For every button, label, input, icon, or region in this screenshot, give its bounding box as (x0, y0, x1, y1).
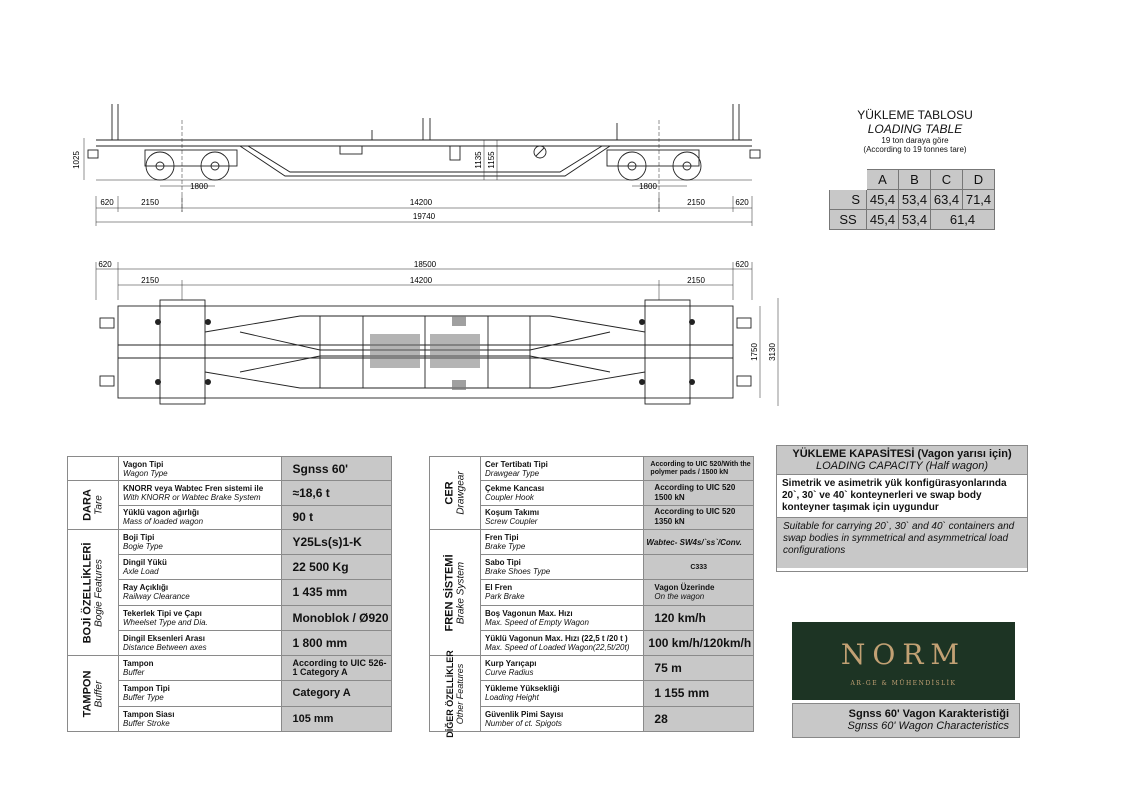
spec-value: Wabtec- SW4s/`ss`/Conv. (644, 530, 754, 555)
spec-label-en: Distance Between axes (123, 642, 207, 652)
loading-col-c: C (931, 170, 963, 190)
capacity-title-en: LOADING CAPACITY (Half wagon) (816, 460, 988, 472)
spec-label-en: Brake Shoes Type (485, 567, 551, 577)
spec-label-tr: KNORR veya Wabtec Fren sistemi ile (123, 483, 264, 493)
spec-label-en: Buffer Type (123, 693, 164, 703)
loading-table (829, 169, 995, 230)
spec-label-tr: El Fren (485, 583, 513, 593)
logo-subtitle: AR-GE & MÜHENDİSLİK (850, 680, 957, 687)
cat-dara-en: Tare (93, 495, 105, 515)
right-spec-table (429, 456, 754, 738)
spec-label-en: Loading Height (485, 693, 539, 703)
spec-label-tr: Tekerlek Tipi ve Çapı (123, 608, 202, 618)
side-dim-row1-4: 620 (735, 198, 749, 207)
loading-table-sub-tr: 19 ton daraya göre (881, 136, 949, 145)
loading-table-title-en: LOADING TABLE (867, 122, 963, 136)
footer-title-tr: Sgnss 60' Vagon Karakteristiği (848, 708, 1009, 720)
loading-row-ss-label: SS (830, 210, 867, 230)
loading-s-d: 71,4 (963, 190, 995, 210)
loading-table-sub-en: (According to 19 tonnes tare) (863, 145, 967, 154)
top-span-dim: 18500 (413, 260, 437, 269)
spec-value: 120 km/h (644, 605, 754, 630)
spec-value: 90 t (282, 505, 392, 530)
spec-label-en: Max. Speed of Loaded Wagon(22,5t/20t) (485, 642, 630, 652)
side-dim-row1-2: 14200 (409, 198, 433, 207)
top-end-right-dim: 620 (735, 260, 749, 269)
spec-label-en: With KNORR or Wabtec Brake System (123, 492, 261, 502)
side-bogie-right-dim: 1800 (639, 182, 657, 191)
loading-s-c: 63,4 (931, 190, 963, 210)
loading-table-title-tr: YÜKLEME TABLOSU (857, 108, 973, 122)
loading-row-s-label: S (830, 190, 867, 210)
cat-fren-en: Brake System (455, 561, 467, 624)
spec-label-en: Bogie Type (123, 542, 163, 552)
loading-col-d: D (963, 170, 995, 190)
logo-name: NORM (840, 638, 967, 671)
spec-label-tr: Cer Tertibatı Tipi (485, 459, 548, 469)
spec-label-en: Drawgear Type (485, 468, 540, 478)
spec-value: Vagon Üzerinde (654, 583, 715, 593)
cat-tampon-en: Buffer (93, 680, 105, 707)
spec-label-tr: Dingil Yükü (123, 558, 167, 568)
spec-value: Category A (282, 681, 392, 706)
top-centers-dim: 14200 (409, 276, 433, 285)
side-dim-overall: 19740 (412, 212, 436, 221)
spec-value: According to UIC 526-1 Category A (282, 656, 392, 681)
side-dim-1135: 1135 (474, 151, 483, 169)
title-block (792, 703, 1020, 738)
spec-label-tr: Fren Tipi (485, 533, 519, 543)
spec-value: C333 (644, 555, 754, 580)
spec-label-en: Number of ct. Spigots (485, 718, 562, 728)
capacity-title-tr: YÜKLEME KAPASİTESİ (Vagon yarısı için) (792, 448, 1012, 460)
spec-label-tr: Güvenlik Pimi Sayısı (485, 709, 564, 719)
spec-value: 22 500 Kg (282, 555, 392, 580)
side-dim-row1-1: 2150 (141, 198, 159, 207)
spec-label-en: Curve Radius (485, 668, 534, 678)
top-left-offset-dim: 2150 (141, 276, 159, 285)
spec-label-tr: Ray Açıklığı (123, 583, 169, 593)
spec-label-tr: Boji Tipi (123, 533, 155, 543)
left-spec-table (67, 456, 392, 732)
spec-label-en: Axle Load (123, 567, 159, 577)
cat-cer-en: Drawgear (455, 471, 467, 515)
side-view-drawing (0, 0, 800, 240)
loading-capacity-box (776, 445, 1028, 572)
spec-label-en: Screw Coupler (485, 517, 538, 527)
spec-label-tr: Boş Vagonun Max. Hızı (485, 608, 573, 618)
capacity-desc-tr: Simetrik ve asimetrik yük konfigürasyonlarında 20`, 30` ve 40` konteynerleri ve swap body konteyner taşımak için uygundur (777, 475, 1027, 518)
loading-ss-b: 53,4 (899, 210, 931, 230)
spec-value: ≈18,6 t (282, 481, 392, 506)
spec-value: Y25Ls(s)1-K (282, 530, 392, 555)
spec-label-tr: Tampon Tipi (123, 684, 170, 694)
top-view-drawing (0, 250, 800, 420)
side-height-dim: 1025 (72, 151, 81, 169)
loading-col-b: B (899, 170, 931, 190)
norm-logo (792, 622, 1015, 700)
loading-ss-cd: 61,4 (931, 210, 995, 230)
cat-fren-tr: FREN SİSTEMİ (443, 553, 456, 632)
spec-label-tr: Sabo Tipi (485, 558, 521, 568)
spec-value: According to UIC 520 1500 kN (644, 481, 754, 505)
top-end-left-dim: 620 (98, 260, 112, 269)
spec-label-tr: Dingil Eksenleri Arası (123, 633, 205, 643)
spec-value: 105 mm (282, 706, 392, 731)
cat-boji-en: Bogie Features (93, 558, 105, 627)
spec-value-en: On the wagon (654, 592, 705, 602)
footer-title-en: Sgnss 60' Wagon Characteristics (847, 720, 1009, 732)
spec-value: According to UIC 520/With the polymer pads / 1500 kN (644, 457, 754, 481)
capacity-desc-en: Suitable for carrying 20`, 30` and 40` containers and swap bodies in symmetrical and asymmetrical load configurations (777, 518, 1027, 568)
spec-value: 75 m (644, 656, 754, 681)
side-dim-1155: 1155 (487, 151, 496, 169)
top-right-offset-dim: 2150 (687, 276, 705, 285)
loading-ss-a: 45,4 (867, 210, 899, 230)
spec-label-tr: Yükleme Yüksekliği (485, 684, 560, 694)
spec-label-en: Wagon Type (123, 468, 168, 478)
spec-value: 1 435 mm (282, 580, 392, 605)
cat-diger-tr: DİĞER ÖZELLİKLER (445, 649, 455, 738)
top-width-outer-dim: 3130 (768, 343, 777, 361)
spec-value: Monoblok / Ø920 (282, 605, 392, 630)
top-width-inner-dim: 1750 (750, 343, 759, 361)
spec-value: 100 km/h/120km/h (644, 630, 754, 655)
spec-label-en: Park Brake (485, 592, 525, 602)
spec-label-tr: Kurp Yarıçapı (485, 659, 537, 669)
spec-label-tr: Koşum Takımı (485, 508, 540, 518)
spec-label-tr: Yüklü Vagonun Max. Hızı (22,5 t /20 t ) (485, 633, 628, 643)
cat-boji-tr: BOJİ ÖZELLİKLERİ (81, 542, 94, 643)
spec-label-tr: Tampon Siası (123, 709, 175, 719)
spec-label-en: Brake Type (485, 542, 526, 552)
side-dim-row1-0: 620 (100, 198, 114, 207)
spec-label-tr: Vagon Tipi (123, 459, 164, 469)
side-dim-row1-3: 2150 (687, 198, 705, 207)
loading-s-a: 45,4 (867, 190, 899, 210)
loading-col-a: A (867, 170, 899, 190)
spec-value: According to UIC 520 1350 kN (644, 505, 754, 529)
spec-label-en: Max. Speed of Empty Wagon (485, 617, 589, 627)
cat-tampon-tr: TAMPON (81, 670, 94, 717)
side-bogie-left-dim: 1800 (190, 182, 208, 191)
cat-diger-en: Other Features (455, 663, 465, 724)
spec-label-en: Mass of loaded wagon (123, 517, 204, 527)
cat-cer-tr: CER (443, 481, 456, 505)
spec-value: 1 155 mm (644, 681, 754, 706)
spec-value: 28 (644, 706, 754, 731)
spec-value: 1 800 mm (282, 630, 392, 655)
spec-label-en: Buffer (123, 668, 145, 678)
spec-label-tr: Tampon (123, 659, 154, 669)
spec-label-tr: Çekme Kancası (485, 483, 545, 493)
spec-value: Sgnss 60' (282, 457, 392, 481)
spec-label-en: Buffer Stroke (123, 718, 170, 728)
spec-label-tr: Yüklü vagon ağırlığı (123, 508, 200, 518)
loading-s-b: 53,4 (899, 190, 931, 210)
spec-label-en: Wheelset Type and Dia. (123, 617, 208, 627)
spec-label-en: Coupler Hook (485, 492, 534, 502)
cat-dara-tr: DARA (81, 489, 94, 521)
spec-label-en: Railway Clearance (123, 592, 190, 602)
loading-table-heading (820, 108, 1010, 154)
